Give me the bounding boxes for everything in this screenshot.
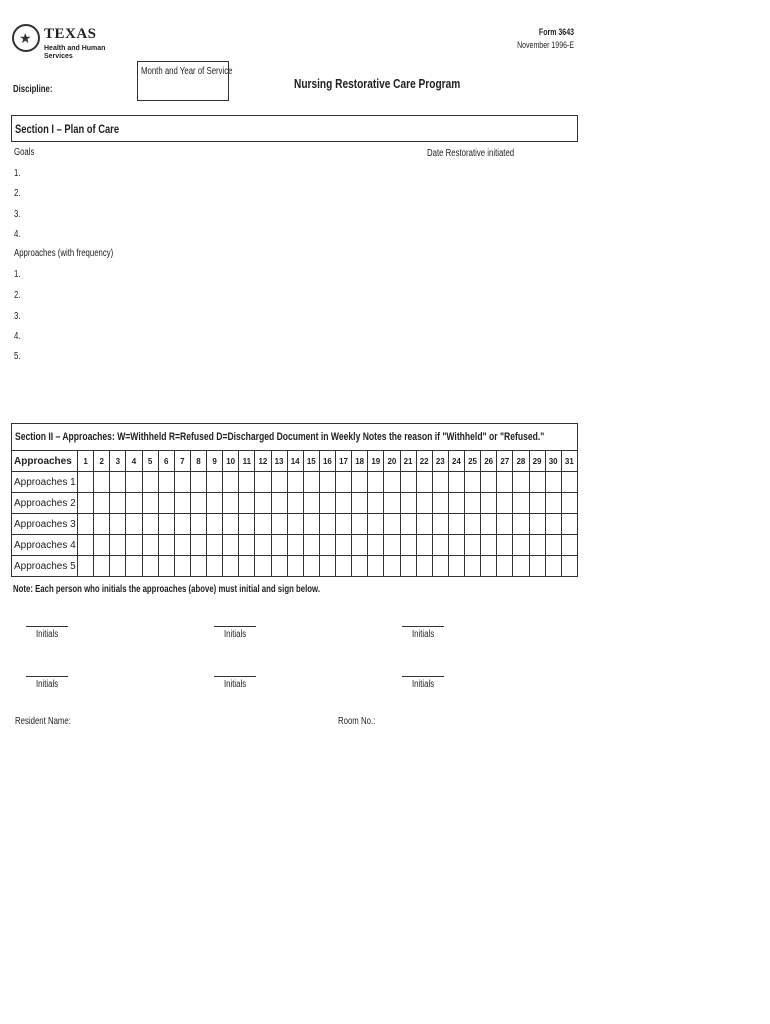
- day-column-header: 4: [126, 451, 142, 472]
- approaches-column-header: Approaches: [12, 451, 78, 472]
- day-cell[interactable]: [94, 556, 110, 577]
- day-cell[interactable]: [561, 493, 577, 514]
- day-cell[interactable]: [529, 535, 545, 556]
- day-cell[interactable]: [142, 556, 158, 577]
- grid-header-row: [12, 451, 578, 472]
- day-cell[interactable]: [319, 472, 335, 493]
- day-cell[interactable]: [448, 472, 464, 493]
- day-column-header: 12: [255, 451, 271, 472]
- day-column-header: 30: [545, 451, 561, 472]
- day-cell[interactable]: [303, 514, 319, 535]
- day-cell[interactable]: [416, 556, 432, 577]
- day-column-header: 9: [207, 451, 223, 472]
- day-cell[interactable]: [384, 535, 400, 556]
- day-column-header: 10: [223, 451, 239, 472]
- day-cell[interactable]: [110, 514, 126, 535]
- approach-row-label: Approaches 3: [12, 514, 78, 535]
- day-cell[interactable]: [513, 493, 529, 514]
- day-cell[interactable]: [368, 472, 384, 493]
- day-column-header: 21: [400, 451, 416, 472]
- table-row: [12, 556, 578, 577]
- day-cell[interactable]: [400, 556, 416, 577]
- day-column-header: 11: [239, 451, 255, 472]
- day-cell[interactable]: [287, 472, 303, 493]
- day-cell[interactable]: [126, 535, 142, 556]
- goal-item: 4.: [14, 229, 21, 240]
- day-cell[interactable]: [158, 535, 174, 556]
- day-cell[interactable]: [190, 514, 206, 535]
- day-cell[interactable]: [561, 535, 577, 556]
- table-row: [12, 493, 578, 514]
- day-cell[interactable]: [336, 493, 352, 514]
- day-cell[interactable]: [465, 472, 481, 493]
- day-column-header: 15: [303, 451, 319, 472]
- day-cell[interactable]: [336, 514, 352, 535]
- day-cell[interactable]: [271, 472, 287, 493]
- day-cell[interactable]: [448, 514, 464, 535]
- approach-item: 5.: [14, 351, 21, 362]
- day-cell[interactable]: [239, 514, 255, 535]
- day-cell[interactable]: [110, 556, 126, 577]
- day-cell[interactable]: [319, 514, 335, 535]
- day-cell[interactable]: [465, 535, 481, 556]
- day-cell[interactable]: [287, 493, 303, 514]
- day-column-header: 27: [497, 451, 513, 472]
- day-cell[interactable]: [561, 472, 577, 493]
- day-cell[interactable]: [255, 556, 271, 577]
- day-cell[interactable]: [545, 535, 561, 556]
- day-cell[interactable]: [513, 514, 529, 535]
- day-cell[interactable]: [158, 493, 174, 514]
- day-cell[interactable]: [416, 493, 432, 514]
- day-column-header: 1: [78, 451, 94, 472]
- day-cell[interactable]: [190, 535, 206, 556]
- texas-hhs-logo: [12, 24, 106, 68]
- day-cell[interactable]: [336, 472, 352, 493]
- day-cell[interactable]: [142, 472, 158, 493]
- day-column-header: 13: [271, 451, 287, 472]
- day-cell[interactable]: [142, 493, 158, 514]
- day-cell[interactable]: [207, 556, 223, 577]
- form-date: November 1996-E: [517, 40, 574, 50]
- day-column-header: 22: [416, 451, 432, 472]
- form-number: Form 3643: [538, 27, 574, 37]
- day-cell[interactable]: [158, 472, 174, 493]
- day-cell[interactable]: [384, 514, 400, 535]
- day-cell[interactable]: [432, 514, 448, 535]
- approaches-label: Approaches (with frequency): [14, 248, 114, 259]
- day-cell[interactable]: [271, 514, 287, 535]
- day-cell[interactable]: [239, 493, 255, 514]
- day-cell[interactable]: [416, 472, 432, 493]
- day-cell[interactable]: [78, 493, 94, 514]
- day-cell[interactable]: [94, 514, 110, 535]
- day-cell[interactable]: [529, 556, 545, 577]
- day-cell[interactable]: [513, 535, 529, 556]
- section2-title: Section II – Approaches: W=Withheld R=Refused D=Discharged Document in Weekly Notes the reason if "Withheld" or "Refused.": [15, 431, 545, 443]
- day-cell[interactable]: [465, 493, 481, 514]
- day-cell[interactable]: [352, 535, 368, 556]
- day-cell[interactable]: [78, 472, 94, 493]
- table-row: [12, 472, 578, 493]
- day-cell[interactable]: [271, 556, 287, 577]
- day-cell[interactable]: [158, 556, 174, 577]
- day-column-header: 31: [561, 451, 577, 472]
- approach-row-label: Approaches 5: [12, 556, 78, 577]
- day-column-header: 23: [432, 451, 448, 472]
- day-cell[interactable]: [400, 493, 416, 514]
- day-cell[interactable]: [497, 493, 513, 514]
- section1-header: [11, 115, 578, 142]
- day-cell[interactable]: [368, 535, 384, 556]
- day-cell[interactable]: [126, 514, 142, 535]
- day-cell[interactable]: [497, 514, 513, 535]
- day-cell[interactable]: [190, 472, 206, 493]
- day-cell[interactable]: [174, 472, 190, 493]
- approach-row-label: Approaches 2: [12, 493, 78, 514]
- day-cell[interactable]: [319, 493, 335, 514]
- day-cell[interactable]: [400, 514, 416, 535]
- day-cell[interactable]: [432, 493, 448, 514]
- goal-item: 1.: [14, 168, 21, 179]
- approach-item: 2.: [14, 290, 21, 301]
- day-cell[interactable]: [303, 556, 319, 577]
- day-cell[interactable]: [465, 514, 481, 535]
- day-cell[interactable]: [78, 514, 94, 535]
- day-cell[interactable]: [352, 493, 368, 514]
- day-cell[interactable]: [529, 514, 545, 535]
- section2: [11, 423, 578, 581]
- day-cell[interactable]: [352, 556, 368, 577]
- room-number-label: Room No.:: [338, 716, 376, 727]
- day-column-header: 8: [190, 451, 206, 472]
- resident-name-label: Resident Name:: [15, 716, 71, 727]
- day-column-header: 7: [174, 451, 190, 472]
- table-row: [12, 514, 578, 535]
- day-cell[interactable]: [384, 556, 400, 577]
- day-cell[interactable]: [126, 472, 142, 493]
- day-cell[interactable]: [78, 556, 94, 577]
- day-cell[interactable]: [174, 493, 190, 514]
- day-cell[interactable]: [223, 535, 239, 556]
- day-column-header: 16: [319, 451, 335, 472]
- table-row: [12, 535, 578, 556]
- day-cell[interactable]: [255, 493, 271, 514]
- day-cell[interactable]: [94, 535, 110, 556]
- day-cell[interactable]: [303, 493, 319, 514]
- day-cell[interactable]: [207, 493, 223, 514]
- day-cell[interactable]: [110, 493, 126, 514]
- day-cell[interactable]: [174, 535, 190, 556]
- approach-item: 1.: [14, 269, 21, 280]
- day-column-header: 6: [158, 451, 174, 472]
- approach-row-label: Approaches 1: [12, 472, 78, 493]
- logo-subtext: Health and Human Services: [44, 45, 106, 60]
- day-cell[interactable]: [481, 556, 497, 577]
- approaches-grid: [11, 450, 578, 577]
- day-column-header: 25: [465, 451, 481, 472]
- day-cell[interactable]: [448, 556, 464, 577]
- texas-seal-icon: ★: [12, 24, 40, 52]
- goal-item: 3.: [14, 209, 21, 220]
- day-cell[interactable]: [78, 535, 94, 556]
- day-cell[interactable]: [497, 472, 513, 493]
- day-column-header: 2: [94, 451, 110, 472]
- day-cell[interactable]: [561, 556, 577, 577]
- day-cell[interactable]: [545, 472, 561, 493]
- day-cell[interactable]: [481, 472, 497, 493]
- day-cell[interactable]: [497, 556, 513, 577]
- day-column-header: 24: [448, 451, 464, 472]
- day-cell[interactable]: [400, 535, 416, 556]
- day-cell[interactable]: [207, 514, 223, 535]
- day-cell[interactable]: [545, 493, 561, 514]
- day-cell[interactable]: [287, 535, 303, 556]
- day-column-header: 18: [352, 451, 368, 472]
- day-cell[interactable]: [465, 556, 481, 577]
- month-year-label: Month and Year of Service: [141, 66, 233, 77]
- day-column-header: 20: [384, 451, 400, 472]
- day-cell[interactable]: [336, 556, 352, 577]
- day-cell[interactable]: [223, 493, 239, 514]
- day-cell[interactable]: [126, 556, 142, 577]
- day-cell[interactable]: [271, 535, 287, 556]
- day-cell[interactable]: [368, 556, 384, 577]
- day-cell[interactable]: [319, 556, 335, 577]
- logo-text: TEXAS: [44, 26, 97, 42]
- day-cell[interactable]: [255, 514, 271, 535]
- day-cell[interactable]: [432, 472, 448, 493]
- day-cell[interactable]: [481, 514, 497, 535]
- day-cell[interactable]: [94, 472, 110, 493]
- day-cell[interactable]: [223, 514, 239, 535]
- initials-note: Note: Each person who initials the approaches (above) must initial and sign below.: [13, 584, 321, 595]
- day-cell[interactable]: [448, 493, 464, 514]
- day-cell[interactable]: [110, 535, 126, 556]
- day-cell[interactable]: [174, 556, 190, 577]
- month-year-field[interactable]: [137, 61, 233, 101]
- day-cell[interactable]: [352, 472, 368, 493]
- day-cell[interactable]: [271, 493, 287, 514]
- day-cell[interactable]: [223, 556, 239, 577]
- day-cell[interactable]: [400, 472, 416, 493]
- day-cell[interactable]: [287, 556, 303, 577]
- day-cell[interactable]: [416, 514, 432, 535]
- goals-label: Goals: [14, 147, 35, 158]
- section1-title: Section I – Plan of Care: [15, 122, 120, 136]
- day-cell[interactable]: [368, 493, 384, 514]
- approach-row-label: Approaches 4: [12, 535, 78, 556]
- day-cell[interactable]: [545, 556, 561, 577]
- approach-item: 3.: [14, 311, 21, 322]
- day-cell[interactable]: [432, 556, 448, 577]
- day-column-header: 5: [142, 451, 158, 472]
- day-cell[interactable]: [497, 535, 513, 556]
- day-cell[interactable]: [561, 514, 577, 535]
- day-cell[interactable]: [110, 472, 126, 493]
- day-column-header: 28: [513, 451, 529, 472]
- day-cell[interactable]: [529, 493, 545, 514]
- day-cell[interactable]: [352, 514, 368, 535]
- day-cell[interactable]: [207, 472, 223, 493]
- day-cell[interactable]: [142, 514, 158, 535]
- day-cell[interactable]: [94, 493, 110, 514]
- day-column-header: 19: [368, 451, 384, 472]
- page-title: Nursing Restorative Care Program: [294, 76, 461, 91]
- date-initiated-label: Date Restorative initiated: [427, 148, 515, 159]
- section2-header: [11, 423, 578, 450]
- day-cell[interactable]: [384, 472, 400, 493]
- day-column-header: 26: [481, 451, 497, 472]
- day-cell[interactable]: [481, 535, 497, 556]
- day-cell[interactable]: [416, 535, 432, 556]
- day-cell[interactable]: [448, 535, 464, 556]
- day-cell[interactable]: [432, 535, 448, 556]
- day-column-header: 17: [336, 451, 352, 472]
- day-cell[interactable]: [223, 472, 239, 493]
- day-column-header: 29: [529, 451, 545, 472]
- day-column-header: 3: [110, 451, 126, 472]
- day-cell[interactable]: [319, 535, 335, 556]
- day-cell[interactable]: [545, 514, 561, 535]
- day-cell[interactable]: [481, 493, 497, 514]
- day-cell[interactable]: [158, 514, 174, 535]
- day-cell[interactable]: [513, 556, 529, 577]
- day-cell[interactable]: [255, 535, 271, 556]
- day-cell[interactable]: [142, 535, 158, 556]
- approach-item: 4.: [14, 331, 21, 342]
- day-column-header: 14: [287, 451, 303, 472]
- day-cell[interactable]: [239, 556, 255, 577]
- day-cell[interactable]: [255, 472, 271, 493]
- day-cell[interactable]: [239, 472, 255, 493]
- day-cell[interactable]: [174, 514, 190, 535]
- day-cell[interactable]: [239, 535, 255, 556]
- day-cell[interactable]: [513, 472, 529, 493]
- day-cell[interactable]: [368, 514, 384, 535]
- day-cell[interactable]: [190, 556, 206, 577]
- day-cell[interactable]: [529, 472, 545, 493]
- day-cell[interactable]: [303, 535, 319, 556]
- day-cell[interactable]: [384, 493, 400, 514]
- day-cell[interactable]: [303, 472, 319, 493]
- discipline-label: Discipline:: [13, 84, 53, 95]
- goal-item: 2.: [14, 188, 21, 199]
- day-cell[interactable]: [126, 493, 142, 514]
- day-cell[interactable]: [207, 535, 223, 556]
- day-cell[interactable]: [287, 514, 303, 535]
- day-cell[interactable]: [336, 535, 352, 556]
- day-cell[interactable]: [190, 493, 206, 514]
